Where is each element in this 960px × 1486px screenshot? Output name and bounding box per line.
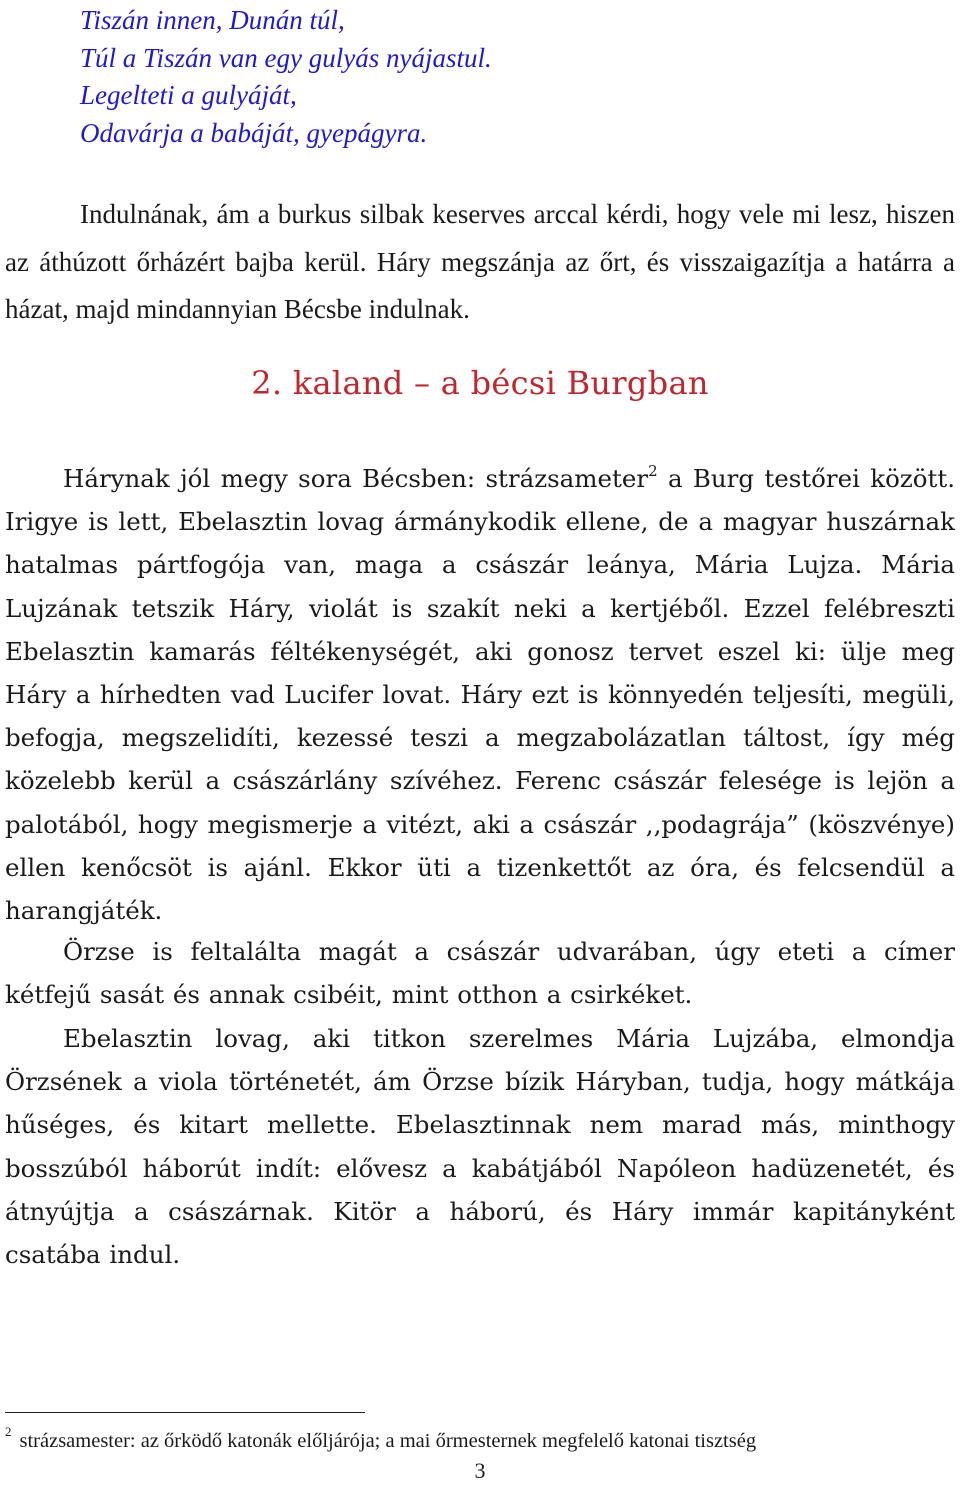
- poem-line: Túl a Tiszán van egy gulyás nyájastul.: [80, 42, 492, 73]
- footnote-reference: 2: [648, 462, 658, 480]
- poem-line: Tiszán innen, Dunán túl,: [80, 5, 345, 35]
- intro-paragraph-text: Indulnának, ám a burkus silbak keserves arccal kérdi, hogy vele mi lesz, hiszen az áthúzott őrházért bajba kerül. Háry megszánja az őrt, és visszaigazítja a határra a házat, majd mindannyian Bécsbe indulnak.: [5, 199, 955, 324]
- poem-line: Odavárja a babáját, gyepágyra.: [80, 117, 428, 148]
- page-number: 3: [474, 1458, 486, 1483]
- main-paragraph-text-start: Hárynak jól megy sora Bécsben: strázsameter: [63, 464, 649, 493]
- footnote-text: strázsamester: az őrködő katonák előljárója; a mai őrmesternek megfelelő katonai tisztség: [19, 1430, 757, 1452]
- poem-stanza: [80, 2, 492, 152]
- orzse-paragraph-text: Örzse is feltalálta magát a császár udvarában, úgy eteti a címer kétfejű sasát és annak csibéit, mint otthon a csirkéket.: [5, 937, 955, 1010]
- ebelasztin-paragraph: [5, 1017, 955, 1276]
- footnote: [5, 1424, 756, 1453]
- main-paragraph-text-rest: a Burg testőrei között. Irigye is lett, Ebelasztin lovag ármánykodik ellene, de a magyar huszárnak hatalmas pártfogója van, maga a császár leánya, Mária Lujza. Mária Lujzának tetszik Háry, violát is szakít neki a kertjéből. Ezzel felébreszti Ebelasztin kamarás féltékenységét, aki gonosz tervet eszel ki: ülje meg Háry a hírhedten vad Lucifer lovat. Háry ezt is könnyedén teljesíti, megüli, befogja, megszelidíti, kezessé teszi a megzabolázatlan táltost, így még közelebb kerül a császárlány szívéhez. Ferenc császár felesége is lejön a palotából, hogy megismerje a vitézt, aki a császár ,,podagrája” (köszvénye) ellen kenőcsöt is ajánl. Ekkor üti a tizenkettőt az óra, és felcsendül a harangjáték.: [5, 464, 955, 926]
- intro-paragraph: [5, 191, 955, 334]
- main-paragraph: [5, 457, 955, 932]
- footnote-mark: 2: [5, 1424, 12, 1439]
- footnote-separator: [5, 1412, 365, 1413]
- poem-line: Legelteti a gulyáját,: [80, 80, 297, 110]
- orzse-paragraph: [5, 930, 955, 1016]
- section-heading: 2. kaland – a bécsi Burgban: [251, 364, 709, 402]
- ebelasztin-paragraph-text: Ebelasztin lovag, aki titkon szerelmes Mária Lujzába, elmondja Örzsének a viola történetét, ám Örzse bízik Háryban, tudja, hogy mátkája hűséges, és kitart mellette. Ebelasztinnak nem marad más, minthogy bosszúból háborút indít: elővesz a kabátjából Napóleon hadüzenetét, és átnyújtja a császárnak. Kitör a háború, és Háry immár kapitányként csatába indul.: [5, 1024, 955, 1270]
